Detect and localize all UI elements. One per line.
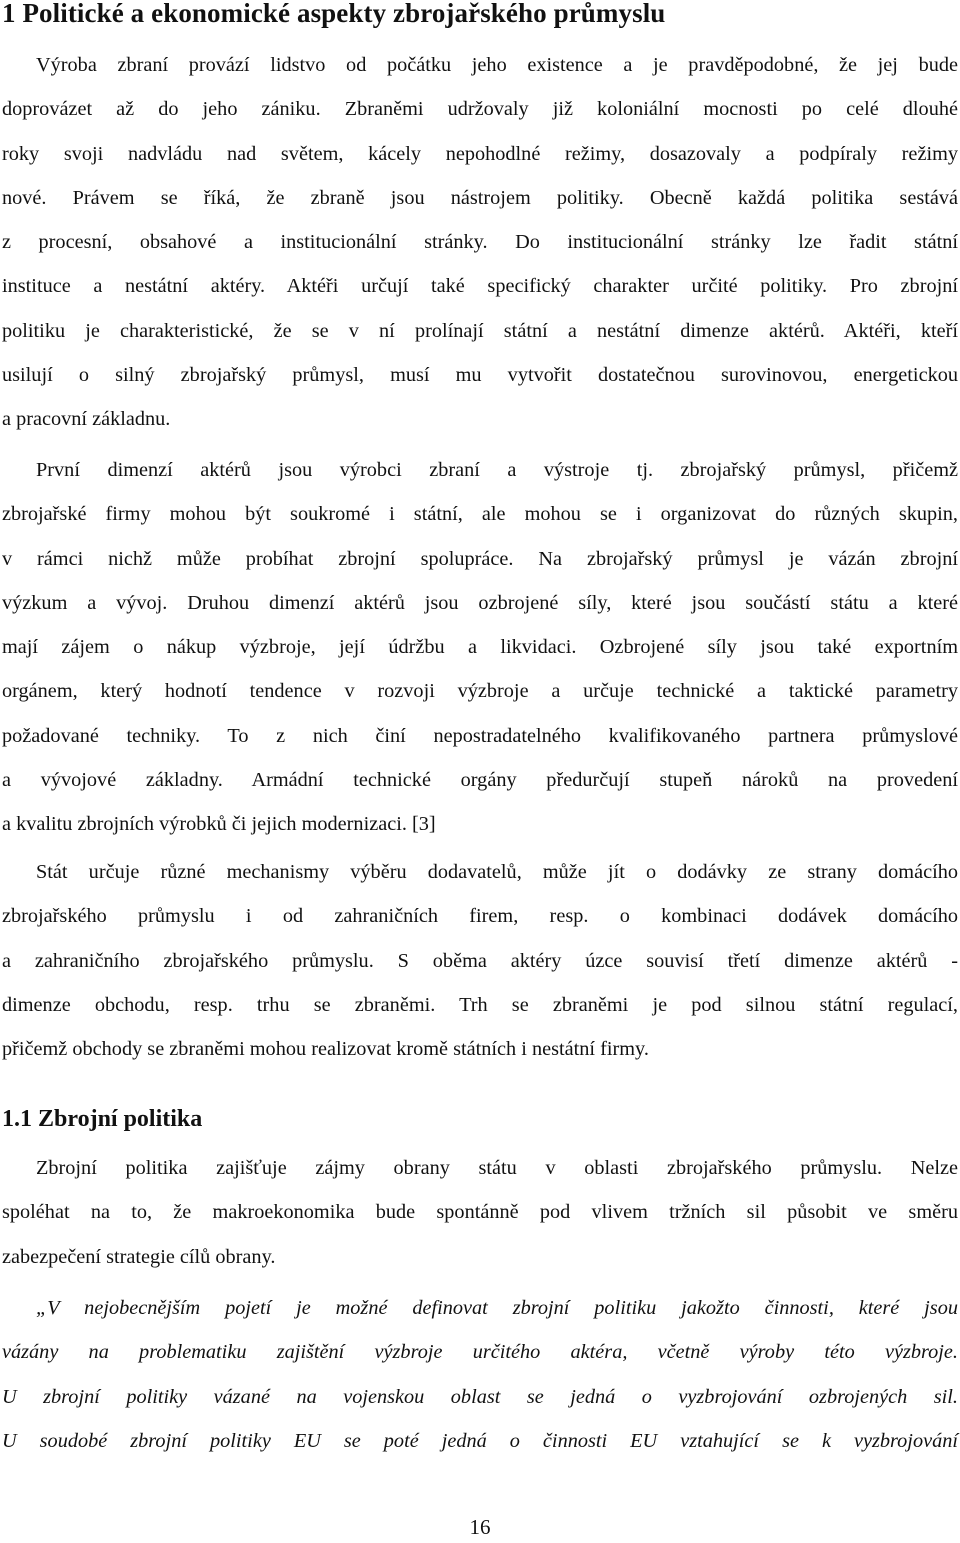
text-line: mají zájem o nákup výzbroje, její údržbu a likvidaci. Ozbrojené síly jsou také exportním xyxy=(2,636,958,659)
text-line: zbrojařské firmy mohou být soukromé i státní, ale mohou se i organizovat do různých skupin, xyxy=(2,503,958,526)
text-line: a pracovní základnu. xyxy=(2,408,171,431)
text-line: výzkum a vývoj. Druhou dimenzí aktérů jsou ozbrojené síly, které jsou součástí státu a které xyxy=(2,591,958,614)
text-line: usilují o silný zbrojařský průmysl, musí mu vytvořit dostatečnou surovinovou, energetickou xyxy=(2,364,958,387)
text-line: Zbrojní politika zajišťuje zájmy obrany státu v oblasti zbrojařského průmyslu. Nelze xyxy=(36,1157,958,1179)
text-line: vázány na problematiku zajištění výzbroje určitého aktéra, včetně výroby této výzbroje. xyxy=(2,1341,958,1364)
text-line: U zbrojní politiky vázané na vojenskou oblast se jedná o vyzbrojování ozbrojených sil. xyxy=(2,1385,958,1408)
text-line: zbrojařského průmyslu i od zahraničních firem, resp. o kombinaci dodávek domácího xyxy=(2,905,958,928)
text-line: Stát určuje různé mechanismy výběru dodavatelů, může jít o dodávky ze strany domácího xyxy=(36,861,958,883)
text-line: z procesní, obsahové a institucionální stránky. Do institucionální stránky lze řadit státní xyxy=(2,231,958,254)
text-line: a zahraničního zbrojařského průmyslu. S oběma aktéry úzce souvisí třetí dimenze aktérů - xyxy=(2,949,958,972)
paragraph-policy xyxy=(2,1146,958,1279)
chapter-heading: 1 Politické a ekonomické aspekty zbrojařského průmyslu xyxy=(2,0,666,28)
text-line: přičemž obchody se zbraněmi mohou realizovat kromě státních i nestátní firmy. xyxy=(2,1038,649,1061)
text-line: v rámci nichž může probíhat zbrojní spolupráce. Na zbrojařský průmysl je vázán zbrojní xyxy=(2,547,958,570)
text-line: orgánem, který hodnotí tendence v rozvoji výzbroje a určuje technické a taktické parametry xyxy=(2,680,958,703)
text-line: Výroba zbraní provází lidstvo od počátku jeho existence a je pravděpodobné, že jej bude xyxy=(36,54,958,76)
text-line: a vývojové základny. Armádní technické orgány předurčují stupeň nároků na provedení xyxy=(2,769,958,792)
page-number: 16 xyxy=(469,1515,491,1539)
text-line: politiku je charakteristické, že se v ní prolínají státní a nestátní dimenze aktérů. Aktéři, kteří xyxy=(2,319,958,342)
text-line: roky svoji nadvládu nad světem, kácely nepohodlné režimy, dosazovaly a podpíraly režimy xyxy=(2,142,958,165)
text-line: První dimenzí aktérů jsou výrobci zbraní a výstroje tj. zbrojařský průmysl, přičemž xyxy=(36,459,958,481)
text-line: U soudobé zbrojní politiky EU se poté jedná o činnosti EU vztahující se k vyzbrojování xyxy=(2,1429,958,1452)
text-line: požadované techniky. To z nich činí nepostradatelného kvalifikovaného partnera průmyslové xyxy=(2,724,958,747)
text-line: nové. Právem se říká, že zbraně jsou nástrojem politiky. Obecně každá politika sestává xyxy=(2,186,958,209)
text-line: dimenze obchodu, resp. trhu se zbraněmi. Trh se zbraněmi je pod silnou státní regulací, xyxy=(2,993,958,1016)
text-line: „V nejobecnějším pojetí je možné definovat zbrojní politiku jakožto činnosti, které jsou xyxy=(36,1297,958,1319)
paragraph-state xyxy=(2,850,958,1071)
text-line: a kvalitu zbrojních výrobků či jejich modernizaci. [3] xyxy=(2,813,436,836)
paragraph-intro xyxy=(2,43,958,442)
paragraph-actors xyxy=(2,448,958,847)
text-line: spoléhat na to, že makroekonomika bude spontánně pod vlivem tržních sil působit ve směru xyxy=(2,1201,958,1224)
text-line: doprovázet až do jeho zániku. Zbraněmi udržovaly již koloniální mocnosti po celé dlouhé xyxy=(2,98,958,121)
quote-block xyxy=(2,1286,958,1463)
section-heading: 1.1 Zbrojní politika xyxy=(2,1106,203,1132)
text-line: instituce a nestátní aktéry. Aktéři určují také specifický charakter určité politiky. Pro zbrojní xyxy=(2,275,958,298)
text-line: zabezpečení strategie cílů obrany. xyxy=(2,1245,276,1268)
